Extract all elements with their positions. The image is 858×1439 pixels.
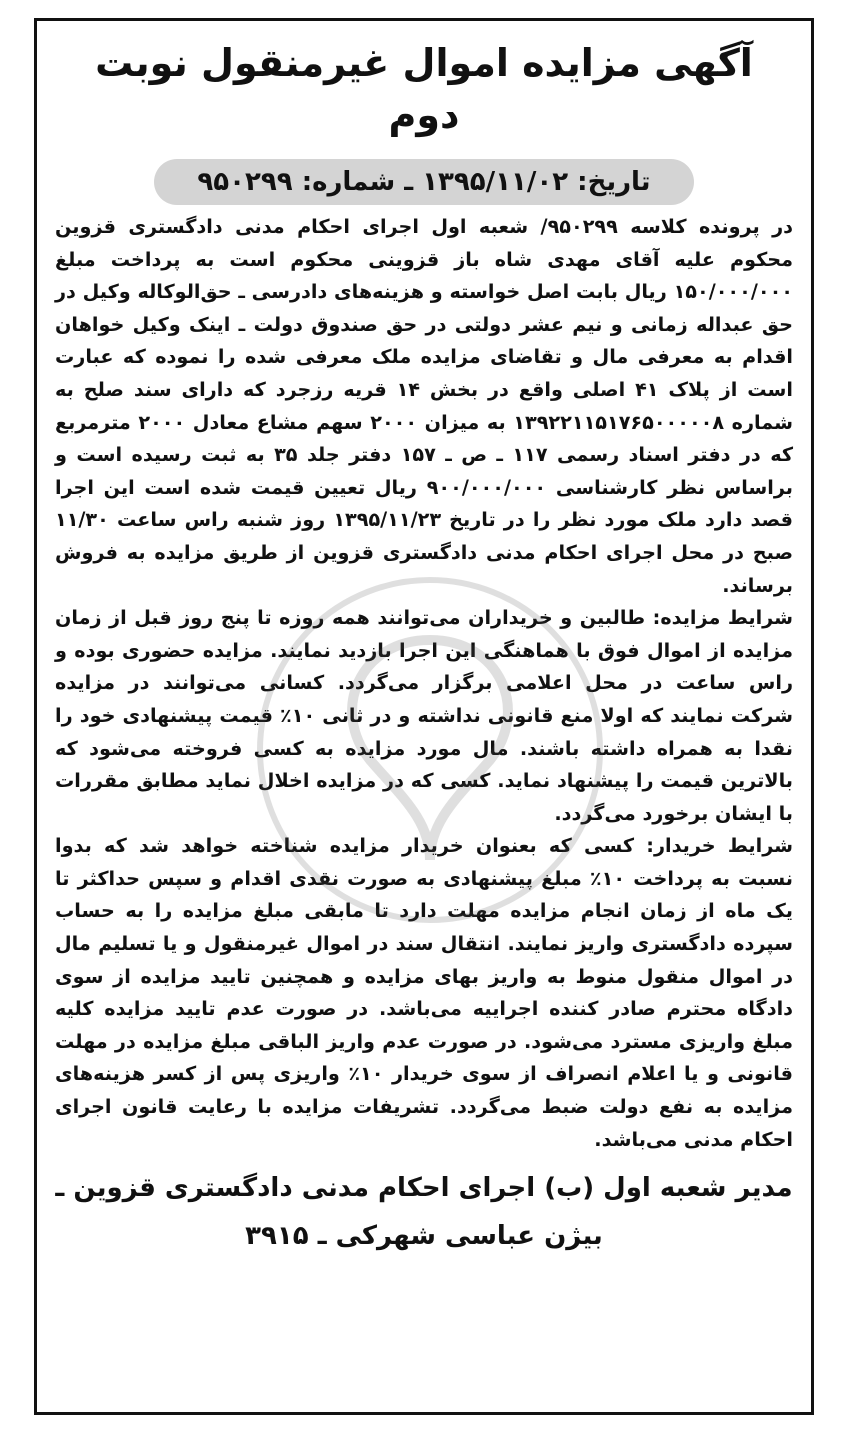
- signature-title: مدیر شعبه اول (ب) اجرای احکام مدنی دادگستری قزوین ـ: [55, 1173, 793, 1204]
- paragraph-case-details: در پرونده کلاسه ۹۵۰۲۹۹/ شعبه اول اجرای احکام مدنی دادگستری قزوین محکوم علیه آقای مهدی شاه باز قزوینی محکوم است به پرداخت مبلغ ۱۵۰/۰۰۰/۰۰۰ ریال بابت اصل خواسته و هزینه‌های دادرسی ـ حق‌الوکاله وکیل در حق عبداله زمانی و نیم عشر دولتی در حق صندوق دولت ـ اینک وکیل خواهان اقدام به معرفی مال و تقاضای مزایده ملک معرفی شده را نموده که عبارت است از پلاک ۴۱ اصلی واقع در بخش ۱۴ قریه رزجرد که دارای سند صلح به شماره ۱۳۹۲۲۱۱۵۱۷۶۵۰۰۰۰۰۸ به میزان ۲۰۰۰ سهم مشاع معادل ۲۰۰۰ مترمربع که در دفتر اسناد رسمی ۱۱۷ ـ ص ـ ۱۵۷ دفتر جلد ۳۵ به ثبت رسیده است و براساس نظر کارشناسی ۹۰۰/۰۰۰/۰۰۰ ریال تعیین قیمت شده است این اجرا قصد دارد ملک مورد نظر را در تاریخ ۱۳۹۵/۱۱/۲۳ روز شنبه راس ساعت ۱۱/۳۰ صبح در محل اجرای احکام مدنی دادگستری قزوین از طریق مزایده به فروش برساند.: [55, 215, 793, 597]
- date-number-text: تاریخ: ۱۳۹۵/۱۱/۰۲ ـ شماره: ۹۵۰۲۹۹: [197, 167, 651, 197]
- notice-frame: [34, 18, 814, 1415]
- notice-page: [55, 35, 793, 1398]
- paragraph-buyer-conditions: شرایط خریدار: کسی که بعنوان خریدار مزایده شناخته خواهد شد که بدوا نسبت به پرداخت ۱۰٪ مبلغ پیشنهادی به صورت نقدی اقدام و سپس حداکثر تا یک ماه از زمان انجام مزایده مهلت دارد تا مابقی مبلغ مزایده را به حساب سپرده دادگستری واریز نمایند. انتقال سند در اموال غیرمنقول و یا تسلیم مال در اموال منقول منوط به واریز بهای مزایده و همچنین تایید مزایده از سوی دادگاه محترم صادر کننده اجراییه می‌باشد. در صورت عدم تایید مزایده کلیه مبلغ واریزی مسترد می‌شود. در صورت عدم واریز الباقی مبلغ مزایده در مهلت قانونی و یا اعلام انصراف از سوی خریدار ۱۰٪ واریزی پس از کسر هزینه‌های مزایده به نفع دولت ضبط می‌گردد. تشریفات مزایده با رعایت قانون اجرای احکام مدنی می‌باشد.: [55, 834, 793, 1151]
- notice-title: آگهی مزایده اموال غیرمنقول نوبت دوم: [95, 41, 753, 137]
- signature-block: [55, 1164, 793, 1260]
- paragraph-auction-conditions: شرایط مزایده: طالبین و خریداران می‌توانند همه روزه تا پنج روز قبل از زمان مزایده از اموال فوق با هماهنگی این اجرا بازدید نمایند. مزایده حضوری بوده و راس ساعت در محل اعلامی برگزار می‌گردد. کسانی می‌توانند در مزایده شرکت نمایند که اولا منع قانونی نداشته و در ثانی ۱۰٪ قیمت پیشنهادی خود را نقدا به همراه داشته باشند. مال مورد مزایده به کسی فروخته می‌شود که بالاترین قیمت را پیشنهاد نماید. کسی که در مزایده اخلال نماید مطابق مقررات با ایشان برخورد می‌گردد.: [55, 606, 794, 825]
- date-number-badge: [154, 159, 694, 205]
- signature-name: بیژن عباسی شهرکی ـ ۳۹۱۵: [245, 1221, 603, 1252]
- notice-body: [55, 211, 793, 1156]
